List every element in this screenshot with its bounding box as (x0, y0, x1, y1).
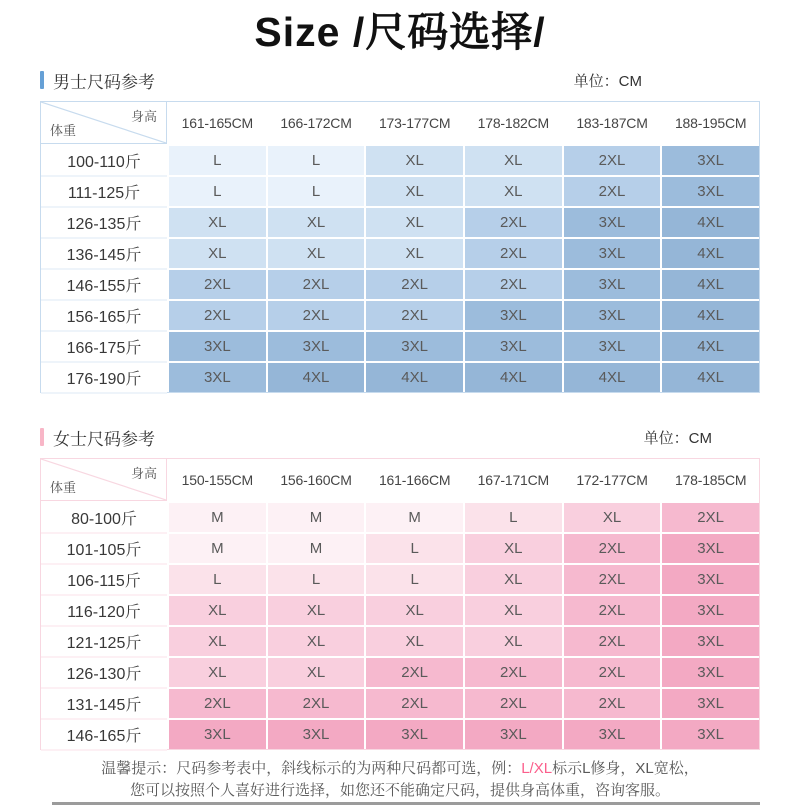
women-size-cell: L (366, 565, 463, 594)
women-row-weight-label: 121-125斤 (41, 627, 167, 656)
women-size-cell: 2XL (564, 565, 661, 594)
women-column-header: 161-166CM (366, 459, 463, 501)
men-row-weight-label: 136-145斤 (41, 239, 167, 268)
women-size-cell: XL (169, 658, 266, 687)
men-size-cell: 2XL (169, 270, 266, 299)
women-size-cell: 3XL (366, 720, 463, 749)
men-size-cell: 4XL (662, 270, 759, 299)
men-size-cell: 3XL (662, 177, 759, 206)
men-size-cell: 2XL (268, 301, 365, 330)
men-size-cell: 2XL (268, 270, 365, 299)
men-size-cell: 4XL (366, 363, 463, 392)
men-section (0, 66, 800, 393)
men-size-cell: 3XL (564, 301, 661, 330)
men-column-header: 161-165CM (169, 102, 266, 144)
men-column-header: 178-182CM (465, 102, 562, 144)
men-column-header: 173-177CM (366, 102, 463, 144)
men-size-cell: 3XL (564, 270, 661, 299)
men-row-weight-label: 176-190斤 (41, 363, 167, 392)
women-size-cell: 3XL (662, 627, 759, 656)
women-size-cell: M (268, 534, 365, 563)
men-size-cell: 3XL (564, 332, 661, 361)
women-size-cell: 2XL (564, 534, 661, 563)
women-size-cell: XL (169, 596, 266, 625)
women-column-header: 156-160CM (268, 459, 365, 501)
women-row-weight-label: 116-120斤 (41, 596, 167, 625)
size-chart-page (0, 6, 800, 806)
women-size-cell: M (366, 503, 463, 532)
women-size-cell: 3XL (662, 720, 759, 749)
women-size-cell: 3XL (564, 720, 661, 749)
men-size-cell: XL (366, 208, 463, 237)
women-size-cell: 2XL (465, 658, 562, 687)
note-line2: 您可以按照个人喜好进行选择，如您还不能确定尺码，提供身高体重，咨询客服。 (129, 782, 670, 799)
men-row-weight-label: 156-165斤 (41, 301, 167, 330)
men-size-cell: XL (169, 239, 266, 268)
men-row-weight-label: 166-175斤 (41, 332, 167, 361)
men-size-cell: XL (169, 208, 266, 237)
women-corner-cell (41, 459, 167, 501)
women-size-cell: 2XL (366, 689, 463, 718)
men-column-header: 166-172CM (268, 102, 365, 144)
women-size-cell: XL (465, 565, 562, 594)
note-line1-suffix: 标示L修身，XL宽松， (552, 760, 699, 777)
women-row-weight-label: 101-105斤 (41, 534, 167, 563)
men-size-cell: 2XL (465, 208, 562, 237)
women-size-cell: 2XL (564, 627, 661, 656)
men-column-header: 188-195CM (662, 102, 759, 144)
women-size-cell: 3XL (465, 720, 562, 749)
men-corner-cell (41, 102, 167, 144)
women-size-cell: L (169, 565, 266, 594)
men-size-cell: 4XL (268, 363, 365, 392)
men-size-cell: L (169, 177, 266, 206)
men-size-cell: L (268, 146, 365, 175)
women-size-cell: XL (465, 534, 562, 563)
women-size-cell: XL (465, 596, 562, 625)
women-size-cell: 2XL (564, 689, 661, 718)
men-size-cell: 4XL (662, 239, 759, 268)
men-row-weight-label: 146-155斤 (41, 270, 167, 299)
women-size-cell: XL (268, 658, 365, 687)
women-size-cell: 2XL (465, 689, 562, 718)
page-title: Size /尺码选择/ (254, 9, 546, 55)
men-row-weight-label: 126-135斤 (41, 208, 167, 237)
men-size-cell: L (169, 146, 266, 175)
women-size-cell: 2XL (268, 689, 365, 718)
women-section (0, 423, 800, 750)
men-size-cell: 4XL (662, 301, 759, 330)
women-size-cell: 3XL (662, 534, 759, 563)
women-column-header: 167-171CM (465, 459, 562, 501)
women-size-cell: M (169, 503, 266, 532)
women-size-cell: 2XL (662, 503, 759, 532)
women-size-cell: 3XL (662, 565, 759, 594)
men-size-cell: XL (268, 239, 365, 268)
men-size-cell: 2XL (169, 301, 266, 330)
men-size-cell: 3XL (169, 332, 266, 361)
men-accent-bar-icon (40, 71, 44, 89)
women-size-cell: XL (169, 627, 266, 656)
women-size-cell: M (268, 503, 365, 532)
men-column-header: 183-187CM (564, 102, 661, 144)
women-size-cell: XL (268, 596, 365, 625)
men-size-cell: 4XL (662, 363, 759, 392)
women-size-cell: M (169, 534, 266, 563)
women-unit-label: 单位：CM (643, 430, 712, 447)
women-row-weight-label: 146-165斤 (41, 720, 167, 749)
women-row-weight-label: 126-130斤 (41, 658, 167, 687)
men-size-cell: 4XL (662, 208, 759, 237)
women-size-cell: XL (366, 627, 463, 656)
women-column-header: 150-155CM (169, 459, 266, 501)
men-corner-weight-label: 体重 (50, 123, 77, 138)
note-text (0, 758, 800, 802)
women-row-weight-label: 106-115斤 (41, 565, 167, 594)
men-size-cell: 2XL (366, 301, 463, 330)
men-size-cell: 2XL (564, 146, 661, 175)
men-size-cell: XL (366, 177, 463, 206)
women-column-header: 178-185CM (662, 459, 759, 501)
bottom-divider (52, 802, 760, 805)
women-size-cell: 2XL (366, 658, 463, 687)
women-size-cell: L (366, 534, 463, 563)
women-column-header: 172-177CM (564, 459, 661, 501)
women-size-cell: 2XL (564, 596, 661, 625)
women-size-cell: 2XL (169, 689, 266, 718)
women-size-table (40, 458, 760, 750)
women-row-weight-label: 80-100斤 (41, 503, 167, 532)
men-size-cell: 4XL (662, 332, 759, 361)
men-size-cell: XL (465, 146, 562, 175)
men-size-cell: 3XL (169, 363, 266, 392)
men-size-cell: 3XL (662, 146, 759, 175)
men-size-cell: 3XL (366, 332, 463, 361)
note-highlight: L/XL (521, 760, 553, 777)
women-size-cell: 3XL (662, 596, 759, 625)
men-size-cell: 2XL (465, 270, 562, 299)
men-row-weight-label: 111-125斤 (41, 177, 167, 206)
women-size-cell: 3XL (169, 720, 266, 749)
men-size-cell: XL (465, 177, 562, 206)
women-size-cell: XL (465, 627, 562, 656)
women-size-cell: 3XL (268, 720, 365, 749)
men-size-cell: 3XL (564, 239, 661, 268)
women-size-cell: 3XL (662, 689, 759, 718)
women-size-cell: XL (268, 627, 365, 656)
men-size-cell: 2XL (366, 270, 463, 299)
men-size-cell: XL (268, 208, 365, 237)
women-row-weight-label: 131-145斤 (41, 689, 167, 718)
men-size-cell: XL (366, 146, 463, 175)
men-row-weight-label: 100-110斤 (41, 146, 167, 175)
women-section-header (40, 423, 760, 451)
women-size-cell: 3XL (662, 658, 759, 687)
men-size-cell: L (268, 177, 365, 206)
women-size-cell: XL (564, 503, 661, 532)
men-size-cell: 4XL (465, 363, 562, 392)
men-size-cell: 4XL (564, 363, 661, 392)
men-corner-height-label: 身高 (130, 109, 157, 124)
men-size-cell: 3XL (465, 332, 562, 361)
men-size-cell: XL (366, 239, 463, 268)
women-corner-height-label: 身高 (130, 466, 157, 481)
women-size-cell: L (268, 565, 365, 594)
women-section-title: 女士尺码参考 (53, 429, 155, 449)
men-size-cell: 3XL (564, 208, 661, 237)
men-size-table (40, 101, 760, 393)
note-line1-prefix: 温馨提示：尺码参考表中，斜线标示的为两种尺码都可选，例： (101, 760, 522, 777)
men-size-cell: 3XL (268, 332, 365, 361)
men-size-cell: 2XL (465, 239, 562, 268)
men-section-header (40, 66, 760, 94)
men-size-cell: 3XL (465, 301, 562, 330)
women-corner-weight-label: 体重 (50, 480, 77, 495)
women-size-cell: XL (366, 596, 463, 625)
women-size-cell: L (465, 503, 562, 532)
men-size-cell: 2XL (564, 177, 661, 206)
women-size-cell: 2XL (564, 658, 661, 687)
women-accent-bar-icon (40, 428, 44, 446)
men-section-title: 男士尺码参考 (53, 72, 155, 92)
men-unit-label: 单位：CM (573, 73, 642, 90)
